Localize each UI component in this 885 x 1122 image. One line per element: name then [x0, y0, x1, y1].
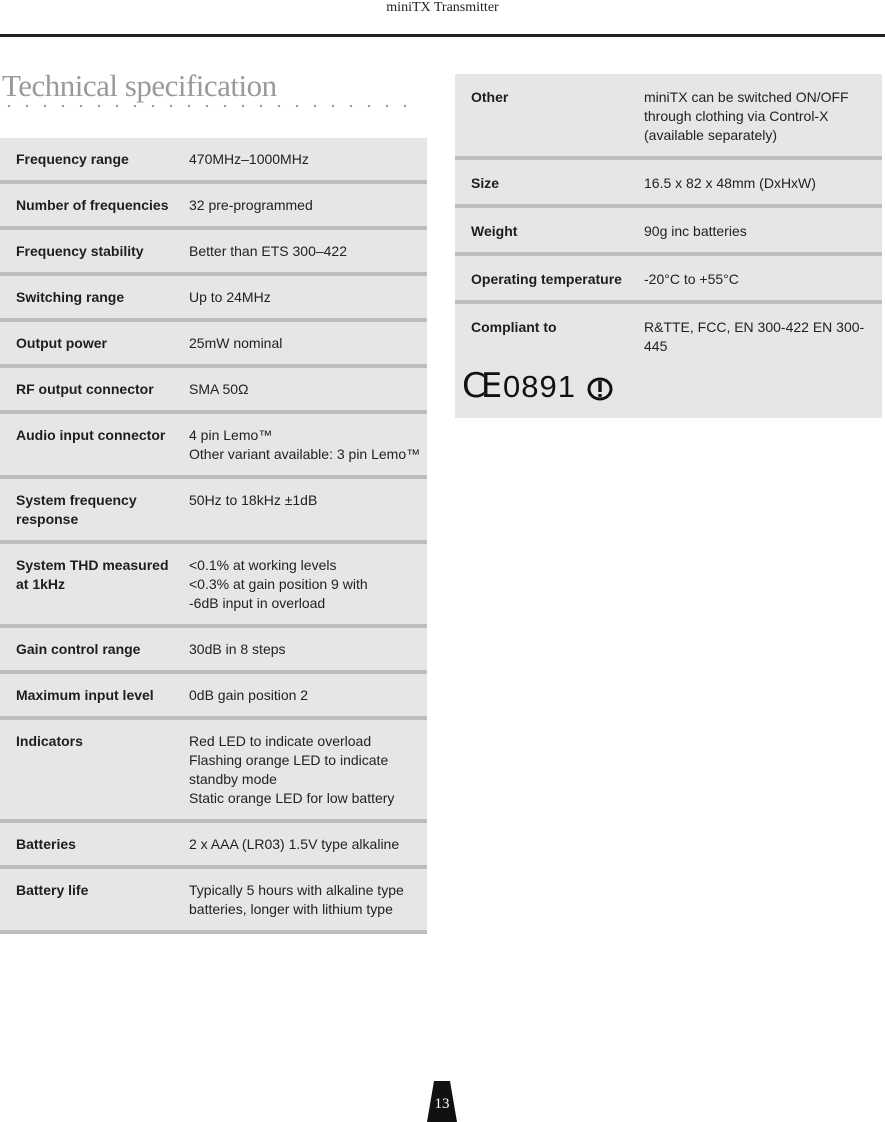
spec-row: [0, 368, 427, 414]
spec-row: [0, 869, 427, 934]
spec-label: Operating temperature: [471, 271, 622, 287]
spec-row: [0, 276, 427, 322]
section-title: Technical specification: [2, 68, 277, 103]
certification-marks: [455, 355, 882, 418]
spec-value: 25mW nominal: [189, 335, 283, 351]
spec-label: Number of frequencies: [16, 197, 169, 213]
spec-value: Red LED to indicate overload Flashing orange LED to indicate standby mode Static orange LED for low battery: [189, 733, 395, 806]
spec-label: Audio input connector: [16, 427, 166, 443]
spec-label: Batteries: [16, 836, 76, 852]
spec-value: R&TTE, FCC, EN 300-422 EN 300-445: [644, 319, 865, 354]
spec-value: 50Hz to 18kHz ±1dB: [189, 492, 318, 508]
spec-row: [0, 138, 427, 184]
spec-row: [0, 184, 427, 230]
spec-value: -20°C to +55°C: [644, 271, 739, 287]
dotted-divider: [0, 103, 420, 109]
spec-value: 4 pin Lemo™ Other variant available: 3 pin Lemo™: [189, 427, 421, 462]
spec-label: Frequency range: [16, 151, 129, 167]
spec-row: [455, 208, 882, 256]
spec-row: [0, 544, 427, 628]
spec-value: 90g inc batteries: [644, 223, 747, 239]
spec-value: Typically 5 hours with alkaline type batteries, longer with lithium type: [189, 882, 404, 917]
spec-row: [455, 256, 882, 304]
spec-value: 470MHz–1000MHz: [189, 151, 309, 167]
ce-mark-icon: CE: [462, 366, 498, 406]
spec-value: <0.1% at working levels <0.3% at gain position 9 with -6dB input in overload: [189, 557, 368, 611]
spec-table-right: [455, 74, 882, 371]
spec-row: [0, 479, 427, 544]
header-divider: [0, 34, 885, 37]
spec-label: Compliant to: [471, 319, 557, 335]
spec-label: Size: [471, 175, 500, 191]
notified-body-number: 0891: [503, 369, 576, 404]
spec-row: [0, 674, 427, 720]
alert-sign-icon: [587, 377, 613, 401]
spec-label: Frequency stability: [16, 243, 144, 259]
spec-label: Other: [471, 89, 509, 105]
spec-value: 0dB gain position 2: [189, 687, 309, 703]
spec-value: SMA 50Ω: [189, 381, 249, 397]
spec-label: System frequency response: [16, 492, 137, 527]
spec-value: Up to 24MHz: [189, 289, 271, 305]
spec-label: Gain control range: [16, 641, 141, 657]
spec-label: System THD measured at 1kHz: [16, 557, 169, 592]
spec-row: [0, 720, 427, 823]
spec-value: Better than ETS 300–422: [189, 243, 347, 259]
spec-row: [455, 160, 882, 208]
spec-row: [0, 628, 427, 674]
spec-label: Weight: [471, 223, 518, 239]
spec-table-left: [0, 138, 427, 934]
spec-label: Output power: [16, 335, 107, 351]
spec-label: RF output connector: [16, 381, 154, 397]
spec-row: [455, 74, 882, 160]
running-header-title: miniTX Transmitter: [386, 0, 499, 15]
spec-row: [0, 230, 427, 276]
spec-value: 30dB in 8 steps: [189, 641, 286, 657]
spec-row: [0, 322, 427, 368]
spec-value: 32 pre-programmed: [189, 197, 313, 213]
spec-label: Battery life: [16, 882, 89, 898]
spec-label: Maximum input level: [16, 687, 154, 703]
page-number: 13: [434, 1096, 450, 1112]
spec-row: [0, 414, 427, 479]
spec-label: Indicators: [16, 733, 83, 749]
spec-value: miniTX can be switched ON/OFF through clothing via Control-X (available separately): [644, 89, 849, 143]
spec-value: 16.5 x 82 x 48mm (DxHxW): [644, 175, 816, 191]
spec-label: Switching range: [16, 289, 125, 305]
spec-row: [0, 823, 427, 869]
spec-value: 2 x AAA (LR03) 1.5V type alkaline: [189, 836, 400, 852]
